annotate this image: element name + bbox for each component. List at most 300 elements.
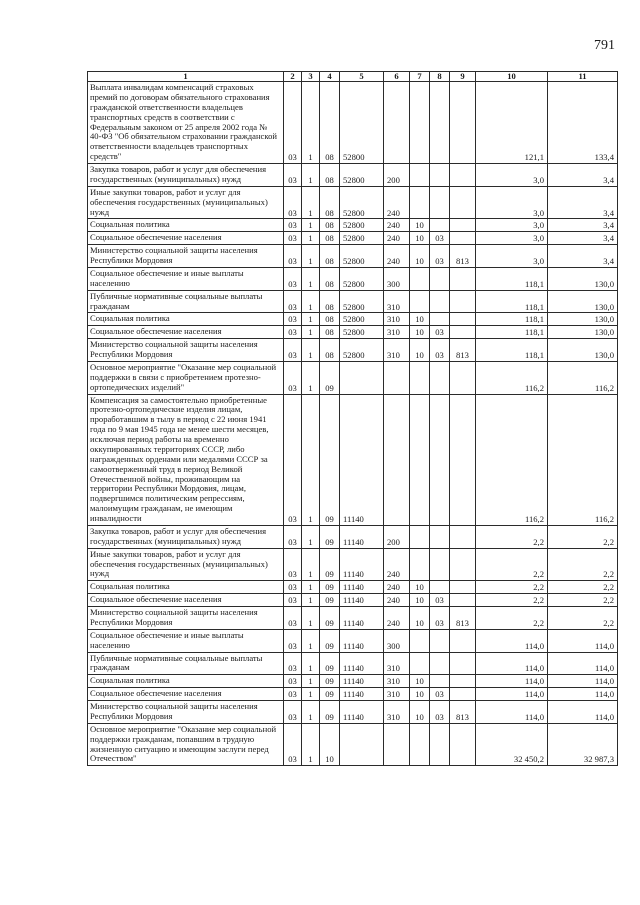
table-cell: 52800 [340,164,384,187]
table-cell [430,581,450,594]
table-row [88,675,618,688]
table-cell [430,629,450,652]
table-cell: 240 [384,594,410,607]
table-cell [384,361,410,394]
budget-table [87,71,618,766]
table-cell: 08 [320,245,340,268]
table-cell: 1 [302,594,320,607]
table-cell [450,525,476,548]
table-cell [450,594,476,607]
table-cell: 240 [384,548,410,581]
table-cell: 09 [320,629,340,652]
table-cell: 11140 [340,607,384,630]
table-cell: 813 [450,245,476,268]
table-cell: 310 [384,339,410,362]
table-cell: 310 [384,290,410,313]
column-header: 1 [88,72,284,82]
table-cell: 03 [284,629,302,652]
table-cell [430,723,450,766]
table-cell [410,361,430,394]
table-cell [384,723,410,766]
table-cell: 08 [320,313,340,326]
table-row [88,394,618,525]
table-cell: 1 [302,82,320,164]
table-cell [410,652,430,675]
table-cell: 130,0 [548,326,618,339]
table-cell: 2,2 [548,607,618,630]
table-cell: 03 [284,652,302,675]
row-description: Министерство социальной защиты населения Республики Мордовия [88,607,284,630]
row-description: Социальное обеспечение и иные выплаты населению [88,629,284,652]
table-cell: 52800 [340,339,384,362]
table-cell [430,361,450,394]
table-cell: 118,1 [476,313,548,326]
table-cell: 11140 [340,675,384,688]
table-cell: 310 [384,701,410,724]
table-cell: 3,4 [548,245,618,268]
table-cell: 200 [384,164,410,187]
table-cell: 10 [320,723,340,766]
table-row [88,339,618,362]
table-row [88,548,618,581]
table-cell: 114,0 [476,701,548,724]
table-cell [430,164,450,187]
table-cell: 114,0 [476,652,548,675]
table-cell: 1 [302,701,320,724]
table-cell: 118,1 [476,267,548,290]
table-cell: 09 [320,594,340,607]
table-cell: 03 [284,675,302,688]
table-cell [430,82,450,164]
table-cell: 310 [384,652,410,675]
table-cell: 03 [284,313,302,326]
table-cell: 1 [302,164,320,187]
table-cell: 1 [302,290,320,313]
row-description: Публичные нормативные социальные выплаты гражданам [88,652,284,675]
table-cell: 1 [302,688,320,701]
table-cell: 03 [284,548,302,581]
row-description: Иные закупки товаров, работ и услуг для обеспечения государственных (муниципальных) нужд [88,186,284,219]
table-cell: 10 [410,581,430,594]
table-cell: 03 [430,326,450,339]
table-cell: 1 [302,219,320,232]
table-cell: 133,4 [548,82,618,164]
table-cell: 3,0 [476,232,548,245]
table-cell: 09 [320,675,340,688]
column-header: 3 [302,72,320,82]
table-cell [450,82,476,164]
table-cell [450,629,476,652]
table-cell: 2,2 [548,525,618,548]
table-cell: 114,0 [548,701,618,724]
table-cell: 11140 [340,688,384,701]
table-cell: 114,0 [548,652,618,675]
table-cell: 114,0 [548,675,618,688]
table-cell: 03 [430,232,450,245]
table-cell [384,82,410,164]
column-header: 6 [384,72,410,82]
table-row [88,701,618,724]
table-cell: 03 [430,594,450,607]
table-cell: 03 [284,581,302,594]
table-cell: 08 [320,339,340,362]
table-cell: 10 [410,675,430,688]
table-cell: 11140 [340,652,384,675]
table-cell: 1 [302,232,320,245]
table-cell: 2,2 [548,581,618,594]
table-cell: 1 [302,581,320,594]
column-header: 8 [430,72,450,82]
table-row [88,164,618,187]
table-cell: 116,2 [476,394,548,525]
table-cell: 10 [410,219,430,232]
table-cell: 3,0 [476,245,548,268]
table-cell: 03 [284,361,302,394]
table-cell: 32 987,3 [548,723,618,766]
row-description: Социальная политика [88,219,284,232]
table-cell: 1 [302,313,320,326]
column-header: 10 [476,72,548,82]
table-cell [450,232,476,245]
table-cell [450,394,476,525]
table-cell: 03 [284,688,302,701]
table-cell: 1 [302,652,320,675]
table-row [88,313,618,326]
table-cell: 08 [320,219,340,232]
row-description: Публичные нормативные социальные выплаты гражданам [88,290,284,313]
table-cell: 118,1 [476,326,548,339]
table-cell: 10 [410,232,430,245]
table-cell [450,361,476,394]
table-cell: 52800 [340,267,384,290]
table-cell: 03 [284,245,302,268]
table-cell: 310 [384,313,410,326]
table-cell: 11140 [340,629,384,652]
table-cell: 09 [320,525,340,548]
table-cell: 114,0 [476,688,548,701]
row-description: Основное мероприятие "Оказание мер социальной поддержки в связи с приобретением протезно-ортопедических изделий" [88,361,284,394]
table-cell: 1 [302,245,320,268]
table-cell: 09 [320,548,340,581]
table-cell: 08 [320,186,340,219]
table-row [88,688,618,701]
table-cell: 52800 [340,82,384,164]
table-cell: 03 [284,232,302,245]
table-cell: 03 [284,723,302,766]
table-row [88,629,618,652]
table-cell: 09 [320,394,340,525]
table-cell: 130,0 [548,339,618,362]
table-cell [410,723,430,766]
table-cell [450,164,476,187]
table-cell: 52800 [340,219,384,232]
table-cell: 09 [320,581,340,594]
table-cell: 3,0 [476,219,548,232]
table-row [88,82,618,164]
table-cell: 03 [284,164,302,187]
row-description: Социальное обеспечение населения [88,594,284,607]
row-description: Закупка товаров, работ и услуг для обеспечения государственных (муниципальных) нужд [88,525,284,548]
table-row [88,290,618,313]
table-cell: 09 [320,688,340,701]
table-row [88,581,618,594]
table-cell: 03 [284,219,302,232]
table-cell [450,688,476,701]
table-cell: 813 [450,607,476,630]
table-cell: 1 [302,675,320,688]
row-description: Министерство социальной защиты населения Республики Мордовия [88,245,284,268]
table-row [88,525,618,548]
table-cell: 3,0 [476,186,548,219]
table-cell [450,219,476,232]
table-cell: 200 [384,525,410,548]
table-cell: 1 [302,607,320,630]
table-row [88,245,618,268]
table-cell [430,313,450,326]
table-cell: 1 [302,548,320,581]
table-cell: 09 [320,701,340,724]
table-cell: 03 [430,688,450,701]
table-cell [450,267,476,290]
table-cell: 300 [384,267,410,290]
table-cell: 11140 [340,701,384,724]
column-header: 5 [340,72,384,82]
row-description: Социальная политика [88,675,284,688]
table-cell: 03 [284,326,302,339]
table-cell: 114,0 [476,629,548,652]
table-cell: 52800 [340,186,384,219]
table-cell: 240 [384,186,410,219]
table-cell: 10 [410,607,430,630]
column-header: 4 [320,72,340,82]
table-cell: 11140 [340,394,384,525]
table-cell: 310 [384,326,410,339]
table-cell: 11140 [340,525,384,548]
table-cell: 52800 [340,313,384,326]
table-row [88,232,618,245]
table-cell: 03 [430,245,450,268]
table-cell [430,548,450,581]
table-cell [430,675,450,688]
table-cell: 52800 [340,326,384,339]
table-cell: 310 [384,688,410,701]
table-cell: 310 [384,675,410,688]
table-cell: 52800 [340,232,384,245]
table-cell [430,290,450,313]
table-row [88,652,618,675]
table-cell: 10 [410,245,430,268]
table-cell [450,326,476,339]
table-cell: 1 [302,394,320,525]
table-cell [410,186,430,219]
table-cell: 114,0 [476,675,548,688]
row-description: Иные закупки товаров, работ и услуг для обеспечения государственных (муниципальных) нужд [88,548,284,581]
column-header: 7 [410,72,430,82]
table-cell: 2,2 [476,581,548,594]
table-cell: 240 [384,219,410,232]
table-cell: 10 [410,594,430,607]
table-cell: 1 [302,339,320,362]
table-cell: 32 450,2 [476,723,548,766]
row-description: Закупка товаров, работ и услуг для обеспечения государственных (муниципальных) нужд [88,164,284,187]
column-header: 11 [548,72,618,82]
table-cell: 10 [410,313,430,326]
table-cell: 2,2 [548,594,618,607]
table-cell: 240 [384,232,410,245]
table-cell: 52800 [340,245,384,268]
table-cell [384,394,410,525]
table-cell: 08 [320,290,340,313]
table-cell: 114,0 [548,688,618,701]
table-cell: 813 [450,701,476,724]
table-cell: 09 [320,361,340,394]
table-cell: 118,1 [476,290,548,313]
table-cell: 3,0 [476,164,548,187]
table-cell: 240 [384,245,410,268]
table-cell: 2,2 [476,607,548,630]
table-cell: 03 [284,607,302,630]
table-cell [340,723,384,766]
table-row [88,607,618,630]
table-cell [430,219,450,232]
table-cell: 03 [284,186,302,219]
table-cell: 03 [430,701,450,724]
table-cell [450,290,476,313]
table-cell: 130,0 [548,290,618,313]
row-description: Выплата инвалидам компенсаций страховых премий по договорам обязательного страхования гражданской ответственности владельцев транспортных средств в соответствии с Федеральным законом от 25 апреля 2002 года № 40-ФЗ "Об обязательном страховании гражданской ответственности владельцев транспортных средств" [88,82,284,164]
table-cell: 03 [284,267,302,290]
table-cell: 08 [320,232,340,245]
table-cell: 2,2 [476,525,548,548]
table-cell: 813 [450,339,476,362]
table-cell [410,525,430,548]
table-cell [450,723,476,766]
table-cell: 118,1 [476,339,548,362]
table-cell: 03 [284,594,302,607]
table-row [88,219,618,232]
row-description: Министерство социальной защиты населения Республики Мордовия [88,339,284,362]
row-description: Социальная политика [88,581,284,594]
row-description: Министерство социальной защиты населения Республики Мордовия [88,701,284,724]
table-cell: 10 [410,701,430,724]
table-cell: 1 [302,361,320,394]
table-cell [410,548,430,581]
table-cell: 114,0 [548,629,618,652]
table-cell [340,361,384,394]
table-cell: 116,2 [476,361,548,394]
table-row [88,186,618,219]
table-cell: 3,4 [548,164,618,187]
table-cell: 11140 [340,594,384,607]
table-row [88,361,618,394]
table-cell: 1 [302,629,320,652]
table-cell: 3,4 [548,232,618,245]
table-cell: 03 [284,525,302,548]
row-description: Социальное обеспечение населения [88,232,284,245]
table-cell: 08 [320,82,340,164]
table-cell: 52800 [340,290,384,313]
table-cell [450,186,476,219]
table-cell [430,394,450,525]
table-cell [450,675,476,688]
table-cell: 11140 [340,581,384,594]
table-cell [410,267,430,290]
table-cell: 03 [284,701,302,724]
table-cell: 240 [384,607,410,630]
table-cell: 1 [302,186,320,219]
table-cell [410,290,430,313]
table-cell [450,313,476,326]
table-cell: 03 [284,339,302,362]
table-cell [430,525,450,548]
table-cell: 03 [430,607,450,630]
table-cell: 3,4 [548,186,618,219]
column-header: 2 [284,72,302,82]
table-cell: 1 [302,326,320,339]
table-cell: 130,0 [548,267,618,290]
table-cell: 3,4 [548,219,618,232]
table-cell: 10 [410,688,430,701]
row-description: Компенсация за самостоятельно приобретенные протезно-ортопедические изделия лицам, проработавшим в тылу в период с 22 июня 1941 года по 9 мая 1945 года не менее шести месяцев, исключая период работы на временно оккупированных территориях СССР, либо награжденных орденами или медалями СССР за самоотверженный труд в период Великой Отечественной войны, проживающим на территории Республики Мордовия, лицам, подвергшимся политическим репрессиям, малоимущим гражданам, не имеющим инвалидности [88,394,284,525]
table-cell [410,164,430,187]
table-body [88,82,618,766]
table-cell: 03 [284,290,302,313]
table-cell: 03 [284,394,302,525]
table-cell: 300 [384,629,410,652]
table-cell [450,548,476,581]
table-cell: 11140 [340,548,384,581]
table-cell: 1 [302,525,320,548]
row-description: Социальное обеспечение населения [88,326,284,339]
table-cell [410,629,430,652]
table-cell: 09 [320,652,340,675]
table-row [88,723,618,766]
table-cell: 1 [302,723,320,766]
table-cell: 09 [320,607,340,630]
table-cell: 130,0 [548,313,618,326]
table-cell: 10 [410,326,430,339]
table-row [88,594,618,607]
table-cell: 240 [384,581,410,594]
table-cell [450,652,476,675]
table-cell: 08 [320,267,340,290]
table-cell [450,581,476,594]
table-cell: 03 [284,82,302,164]
table-cell: 2,2 [548,548,618,581]
table-cell: 10 [410,339,430,362]
table-cell: 08 [320,164,340,187]
table-cell: 1 [302,267,320,290]
table-cell: 116,2 [548,361,618,394]
table-cell: 121,1 [476,82,548,164]
table-cell: 08 [320,326,340,339]
row-description: Социальное обеспечение и иные выплаты населению [88,267,284,290]
table-cell [410,82,430,164]
table-cell [430,652,450,675]
table-cell [410,394,430,525]
row-description: Социальное обеспечение населения [88,688,284,701]
table-cell: 2,2 [476,548,548,581]
table-row [88,267,618,290]
page-number: 791 [594,38,615,53]
row-description: Основное мероприятие "Оказание мер социальной поддержки гражданам, попавшим в трудную жизненную ситуацию и имеющим заслуги перед Отечеством" [88,723,284,766]
table-cell [430,186,450,219]
table-cell [430,267,450,290]
table-cell: 2,2 [476,594,548,607]
table-cell: 116,2 [548,394,618,525]
row-description: Социальная политика [88,313,284,326]
column-header: 9 [450,72,476,82]
